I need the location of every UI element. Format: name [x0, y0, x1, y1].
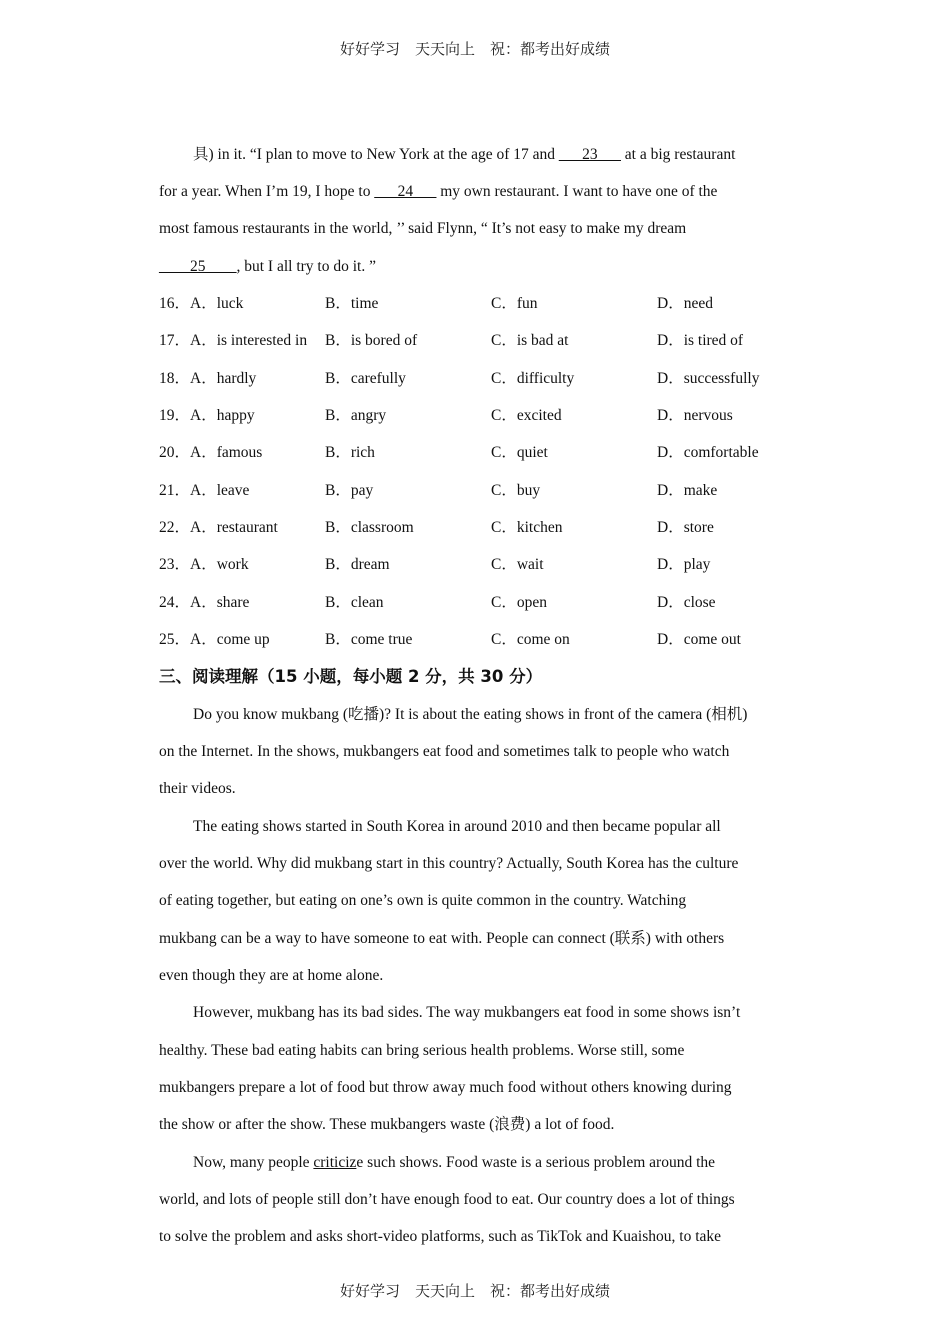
- question-23: 23．A．work B．dream C．wait D．play: [159, 556, 711, 573]
- reading-line: mukbang can be a way to have someone to eat with. People can connect (联系) with others: [159, 930, 725, 947]
- reading-line: even though they are at home alone.: [159, 967, 384, 984]
- question-25: 25．A．come up B．come true C．come on D．come out: [159, 631, 741, 648]
- underlined-word: criticiz: [313, 1154, 357, 1171]
- reading-line: Do you know mukbang (吃播)? It is about the eating shows in front of the camera (相机): [193, 706, 748, 723]
- reading-line: However, mukbang has its bad sides. The way mukbangers eat food in some shows isn’t: [193, 1004, 741, 1021]
- question-20: 20．A．famous B．rich C．quiet D．comfortable: [159, 444, 759, 461]
- question-17: 17．A．is interested in B．is bored of C．is bad at D．is tired of: [159, 332, 744, 349]
- reading-line: to solve the problem and asks short-video platforms, such as TikTok and Kuaishou, to take: [159, 1228, 722, 1245]
- passage-line-1: 具) in it. “I plan to move to New York at the age of 17 and ___23___ at a big restaurant: [193, 146, 736, 163]
- reading-line: the show or after the show. These mukbangers waste (浪费) a lot of food.: [159, 1116, 615, 1133]
- blank-23: ___23___: [558, 146, 621, 163]
- reading-line: mukbangers prepare a lot of food but throw away much food without others knowing during: [159, 1079, 732, 1096]
- reading-line: of eating together, but eating on one’s own is quite common in the country. Watching: [159, 892, 687, 909]
- blank-24: ___24___: [374, 183, 437, 200]
- passage-line-3: most famous restaurants in the world, ’’ said Flynn, “ It’s not easy to make my dream: [159, 220, 687, 237]
- question-18: 18．A．hardly B．carefully C．difficulty D．successfully: [159, 370, 760, 387]
- reading-line: world, and lots of people still don’t have enough food to eat. Our country does a lot of things: [159, 1191, 735, 1208]
- question-22: 22．A．restaurant B．classroom C．kitchen D．store: [159, 519, 714, 536]
- page-header: 好好学习 天天向上 祝：都考出好成绩: [339, 40, 610, 58]
- page-footer: 好好学习 天天向上 祝：都考出好成绩: [339, 1282, 610, 1300]
- passage-line-2: for a year. When I’m 19, I hope to ___24___ my own restaurant. I want to have one of the: [159, 183, 718, 200]
- reading-line: The eating shows started in South Korea in around 2010 and then became popular all: [193, 818, 721, 835]
- section-title: 三、阅读理解（15 小题，每小题 2 分，共 30 分）: [159, 667, 543, 686]
- question-24: 24．A．share B．clean C．open D．close: [159, 594, 716, 611]
- question-16: 16．A．luck B．time C．fun D．need: [159, 295, 713, 312]
- reading-line: healthy. These bad eating habits can bring serious health problems. Worse still, some: [159, 1042, 685, 1059]
- question-19: 19．A．happy B．angry C．excited D．nervous: [159, 407, 733, 424]
- passage-line-4: ____25____, but I all try to do it. ”: [159, 258, 376, 275]
- reading-line: Now, many people criticize such shows. Food waste is a serious problem around the: [193, 1154, 716, 1171]
- question-21: 21．A．leave B．pay C．buy D．make: [159, 482, 718, 499]
- blank-25: ____25____: [159, 258, 237, 275]
- reading-line: on the Internet. In the shows, mukbangers eat food and sometimes talk to people who watch: [159, 743, 730, 760]
- reading-line: over the world. Why did mukbang start in this country? Actually, South Korea has the culture: [159, 855, 739, 872]
- reading-line: their videos.: [159, 780, 236, 797]
